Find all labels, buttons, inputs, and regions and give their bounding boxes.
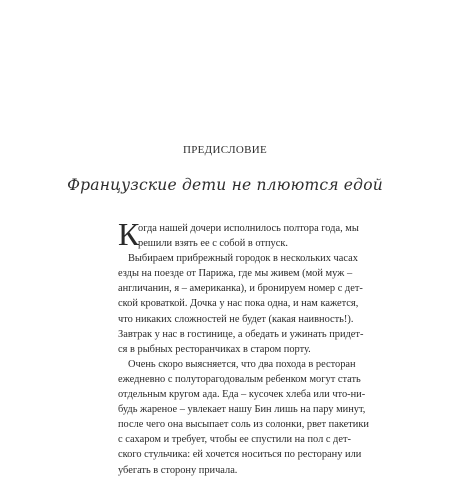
section-heading: ПРЕДИСЛОВИЕ — [183, 144, 267, 156]
paragraph-2 — [118, 251, 364, 357]
paragraph-1 — [118, 216, 359, 252]
text-line: будь жареное – увлекает нашу Бин лишь на пару минут, — [118, 404, 366, 416]
text-line: после чего она высыпает соль из солонки, рвет пакетики — [118, 419, 369, 431]
text-line: Завтрак у нас в гостинице, а обедать и ужинать придет- — [118, 328, 364, 340]
drop-cap: К — [118, 216, 140, 252]
text-line: ского стульчика: ей хочется носиться по ресторану или — [118, 449, 362, 461]
text-line: Очень скоро выясняется, что два похода в ресторан — [128, 358, 356, 370]
body-text — [118, 216, 369, 478]
text-line: езды на поезде от Парижа, где мы живем (мой муж – — [118, 268, 353, 280]
paragraph-3 — [118, 357, 369, 478]
text-line: ся в рыбных ресторанчиках в старом порту. — [118, 343, 311, 355]
text-line: что никаких сложностей не будет (какая наивность!). — [118, 313, 354, 325]
text-line: ской кроваткой. Дочка у нас пока одна, и нам кажется, — [118, 298, 359, 310]
text-line: англичанин, я – американка), и бронируем номер с дет- — [118, 283, 363, 295]
text-line: с сахаром и требует, чтобы ее спустили на пол с дет- — [118, 434, 351, 446]
chapter-title: Французские дети не плюются едой — [67, 176, 383, 194]
text-line: Выбираем прибрежный городок в нескольких часах — [128, 253, 358, 265]
text-line: огда нашей дочери исполнилось полтора года, мы — [138, 223, 359, 234]
text-line: ежедневно с полуторагодовалым ребенком могут стать — [118, 373, 361, 385]
text-line: убегать в сторону причала. — [118, 464, 238, 476]
text-line: решили взять ее с собой в отпуск. — [138, 238, 288, 250]
text-line: отдельным кругом ада. Еда – кусочек хлеба или что-ни- — [118, 389, 366, 401]
